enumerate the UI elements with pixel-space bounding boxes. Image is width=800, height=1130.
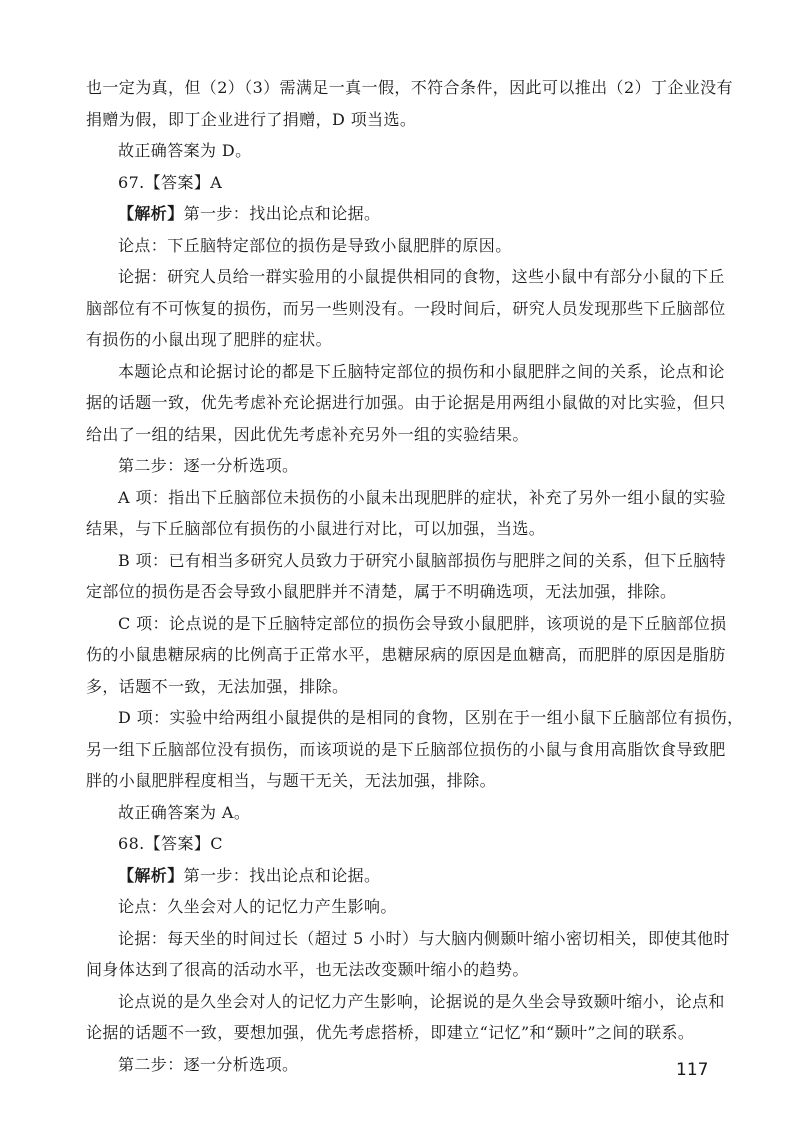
text-segment: 结果，与下丘脑部位有损伤的小鼠进行对比，可以加强，当选。: [86, 519, 546, 538]
text-line: [86, 639, 726, 671]
page-body: [86, 72, 744, 1080]
text-line: [86, 891, 716, 923]
text-segment: A 项：指出下丘脑部位未损伤的小鼠未出现肥胖的症状，补充了另外一组小鼠的实验: [118, 487, 726, 507]
text-segment: 第一步：找出论点和论据。: [183, 865, 381, 885]
text-segment: 论据的话题不一致，要想加强，优先考虑搭桥，即建立“记忆”和“颞叶”之间的联系。: [86, 1023, 695, 1042]
text-line: [86, 230, 716, 262]
page-number: 117: [676, 1060, 709, 1080]
text-segment: 论据：研究人员给一群实验用的小鼠提供相同的食物，这些小鼠中有部分小鼠的下丘: [118, 267, 725, 286]
text-segment: 故正确答案为 D。: [118, 141, 252, 160]
text-line: [86, 576, 716, 608]
text-line: [86, 1049, 716, 1081]
text-segment: 给出了一组的结果，因此优先考虑补充另外一组的实验结果。: [86, 424, 529, 444]
text-segment: 第二步：逐一分析选项。: [118, 456, 299, 475]
text-segment: 论据：每天坐的时间过长（超过 5 小时）与大脑内侧颞叶缩小密切相关，即使其他时: [118, 928, 730, 948]
text-line: [86, 608, 727, 640]
text-line: [86, 198, 716, 230]
text-segment: 胖的小鼠肥胖程度相当，与题干无关，无法加强，排除。: [86, 771, 497, 790]
text-line: [86, 954, 716, 986]
text-segment: 论点：下丘脑特定部位的损伤是导致小鼠肥胖的原因。: [118, 235, 512, 255]
text-segment: 第二步：逐一分析选项。: [118, 1054, 299, 1074]
text-segment: 故正确答案为 A。: [118, 802, 251, 822]
text-line: [86, 860, 716, 892]
text-segment: 多，话题不一致，无法加强，排除。: [86, 676, 349, 696]
section-label: 【解析】: [118, 865, 184, 885]
section-label: 【解析】: [118, 204, 184, 223]
text-line: [86, 828, 716, 860]
text-segment: 捐赠为假，即丁企业进行了捐赠，D 项当选。: [86, 109, 417, 129]
text-segment: 68.【答案】C: [118, 834, 223, 853]
text-line: [86, 765, 716, 797]
text-segment: 伤的小鼠患糖尿病的比例高于正常水平，患糖尿病的原因是血糖高，而肥胖的原因是脂肪: [86, 645, 726, 664]
text-line: [86, 419, 716, 451]
text-segment: 第一步：找出论点和论据。: [183, 204, 381, 223]
text-segment: 论点：久坐会对人的记忆力产生影响。: [118, 897, 397, 916]
text-line: [86, 356, 725, 388]
text-line: [86, 387, 726, 419]
text-segment: D 项：实验中给两组小鼠提供的是相同的食物，区别在于一组小鼠下丘脑部位有损伤，: [118, 708, 744, 727]
text-line: [86, 545, 727, 577]
text-segment: 另一组下丘脑部位没有损伤，而该项说的是下丘脑部位损伤的小鼠与食用高脂饮食导致肥: [86, 739, 726, 759]
text-segment: 论点说的是久坐会对人的记忆力产生影响，论据说的是久坐会导致颞叶缩小，论点和: [118, 991, 725, 1011]
text-segment: 也一定为真，但（2）（3）需满足一真一假，不符合条件，因此可以推出（2）丁企业没有: [86, 78, 733, 97]
text-line: [86, 734, 726, 766]
text-line: [86, 797, 716, 829]
text-segment: B 项：已有相当多研究人员致力于研究小鼠脑部损伤与肥胖之间的关系，但下丘脑特: [118, 550, 727, 570]
text-line: [86, 923, 730, 955]
text-line: [86, 72, 733, 104]
text-segment: 脑部位有不可恢复的损伤，而另一些则没有。一段时间后，研究人员发现那些下丘脑部位: [86, 298, 726, 318]
text-line: [86, 167, 716, 199]
text-line: [86, 1017, 716, 1049]
text-line: [86, 702, 744, 734]
text-segment: 间身体达到了很高的活动水平，也无法改变颞叶缩小的趋势。: [86, 960, 529, 979]
text-segment: 本题论点和论据讨论的都是下丘脑特定部位的损伤和小鼠肥胖之间的关系，论点和论: [118, 361, 725, 381]
text-line: [86, 482, 726, 514]
text-segment: 有损伤的小鼠出现了肥胖的症状。: [86, 330, 333, 349]
text-segment: 据的话题一致，优先考虑补充论据进行加强。由于论据是用两组小鼠做的对比实验，但只: [86, 393, 726, 412]
text-line: [86, 324, 716, 356]
text-line: [86, 293, 726, 325]
text-line: [86, 135, 716, 167]
text-line: [86, 104, 716, 136]
text-line: [86, 986, 725, 1018]
text-line: [86, 671, 716, 703]
text-segment: 67.【答案】A: [118, 172, 223, 192]
text-line: [86, 450, 716, 482]
text-segment: C 项：论点说的是下丘脑特定部位的损伤会导致小鼠肥胖，该项说的是下丘脑部位损: [118, 613, 727, 633]
text-segment: 定部位的损伤是否会导致小鼠肥胖并不清楚，属于不明确选项，无法加强，排除。: [86, 582, 677, 601]
text-line: [86, 513, 716, 545]
text-line: [86, 261, 725, 293]
